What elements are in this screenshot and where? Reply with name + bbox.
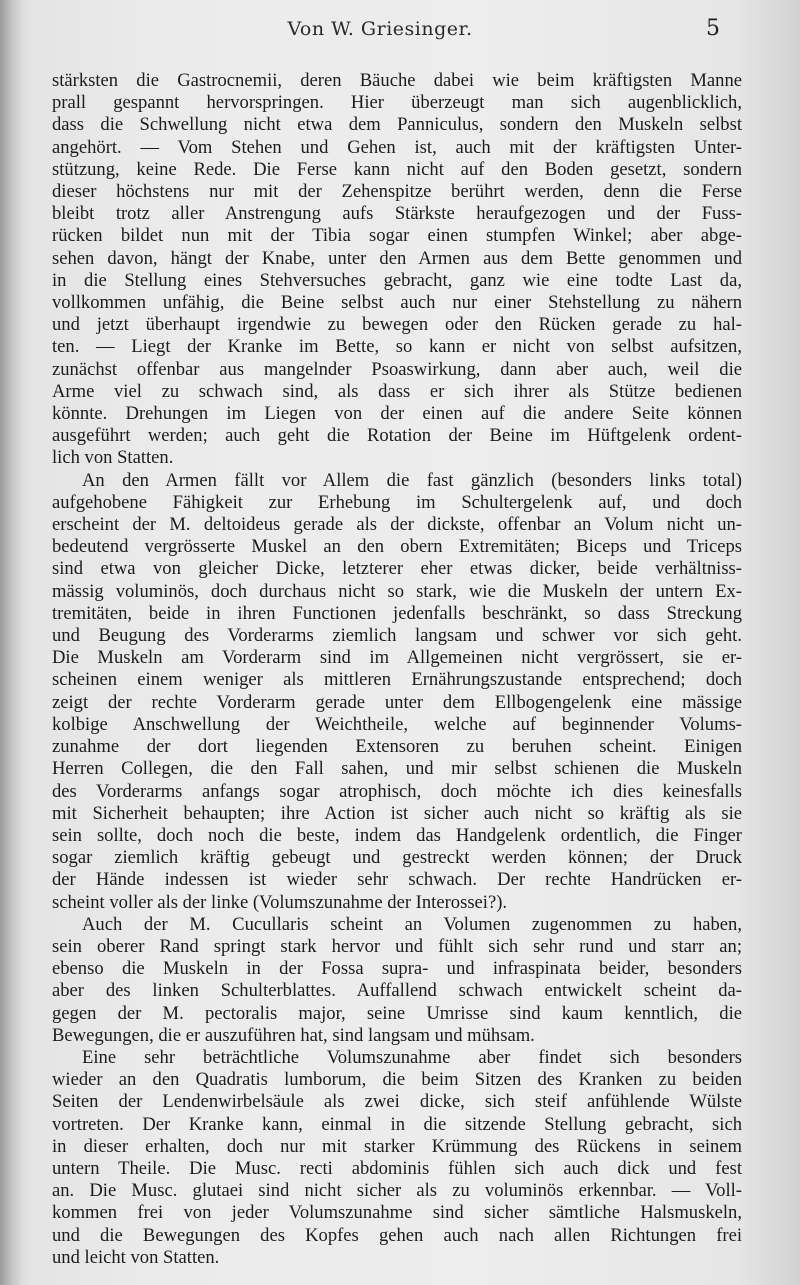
text-line: sogar ziemlich kräftig gebeugt und gestreckt werden können; der Druck [52,847,742,869]
text-line: ausgeführt werden; auch geht die Rotation der Beine im Hüftgelenk ordent- [52,425,742,447]
text-line: in die Stellung eines Stehversuches gebracht, ganz wie eine todte Last da, [52,269,742,291]
text-line: erscheint der M. deltoideus gerade als der dickste, offenbar an Volum nicht un- [52,514,742,536]
text-line: der Hände indessen ist wieder sehr schwach. Der rechte Handrücken er- [52,869,742,891]
text-line: rücken bildet nun mit der Tibia sogar einen stumpfen Winkel; aber abge- [52,225,742,247]
text-line: stützung, keine Rede. Die Ferse kann nicht auf den Boden gesetzt, sondern [52,158,742,180]
text-line: an. Die Musc. glutaei sind nicht sicher als zu voluminös erkennbar. — Voll- [52,1180,742,1202]
text-line: Bewegungen, die er auszuführen hat, sind langsam und mühsam. [52,1024,535,1046]
text-line: untern Theile. Die Musc. recti abdominis fühlen sich auch dick und fest [52,1157,742,1179]
text-line: ebenso die Muskeln in der Fossa supra- und infraspinata beider, besonders [52,958,742,980]
paragraph [52,470,742,914]
text-line: und leicht von Statten. [52,1246,220,1268]
text-line: dass die Schwellung nicht etwa dem Panniculus, sondern den Muskeln selbst [52,114,742,136]
text-line: mässig voluminös, doch durchaus nicht so stark, wie die Muskeln der untern Ex- [52,580,742,602]
text-line: sehen davon, hängt der Knabe, unter den Armen aus dem Bette genommen und [52,247,742,269]
text-line: Seiten der Lendenwirbelsäule als zwei dicke, sich steif anfühlende Wülste [52,1091,742,1113]
text-line: dieser höchstens nur mit der Zehenspitze berührt werden, denn die Ferse [52,181,742,203]
text-line: aufgehobene Fähigkeit zur Erhebung im Schultergelenk auf, und doch [52,491,742,513]
page-number: 5 [706,16,720,41]
text-line: des Vorderarms anfangs sogar atrophisch, doch möchte ich dies keinesfalls [52,780,742,802]
text-line: zeigt der rechte Vorderarm gerade unter dem Ellbogengelenk eine mässige [52,691,742,713]
body-text [52,70,742,1269]
text-line: scheinen einem weniger als mittleren Ernährungszustande entsprechend; doch [52,669,742,691]
text-line: aber des linken Schulterblattes. Auffallend schwach entwickelt scheint da- [52,980,742,1002]
text-line: vortreten. Der Kranke kann, einmal in die sitzende Stellung gebracht, sich [52,1113,742,1135]
text-line: und Beugung des Vorderarms ziemlich langsam und schwer vor sich geht. [52,625,742,647]
running-head: Von W. Griesinger. [287,18,473,40]
text-line: sind etwa von gleicher Dicke, letzterer eher etwas dicker, beide verhältniss- [52,558,742,580]
paragraph [52,70,742,470]
text-line: bedeutend vergrösserte Muskel an den obern Extremitäten; Biceps und Triceps [52,536,742,558]
text-line: An den Armen fällt vor Allem die fast gänzlich (besonders links total) [82,469,742,491]
text-line: sein sollte, doch noch die beste, indem das Handgelenk ordentlich, die Finger [52,824,742,846]
text-line: kommen frei von jeder Volumszunahme sind sicher sämtliche Halsmuskeln, [52,1202,742,1224]
gutter-shadow [0,0,22,1285]
paragraph [52,914,742,1047]
text-line: könnte. Drehungen im Liegen von der einen auf die andere Seite können [52,403,742,425]
text-line: angehört. — Vom Stehen und Gehen ist, auch mit der kräftigsten Unter- [52,136,742,158]
text-line: kolbige Anschwellung der Weichtheile, welche auf beginnender Volums- [52,713,742,735]
text-line: sein oberer Rand springt stark hervor und fühlt sich sehr rund und starr an; [52,935,742,957]
text-line: mit Sicherheit behaupten; ihre Action ist sicher auch nicht so kräftig als sie [52,802,742,824]
paragraph [52,1047,742,1269]
text-line: ten. — Liegt der Kranke im Bette, so kann er nicht von selbst aufsitzen, [52,336,742,358]
text-line: zunächst offenbar aus mangelnder Psoaswirkung, dann aber auch, weil die [52,358,742,380]
text-line: Die Muskeln am Vorderarm sind im Allgemeinen nicht vergrössert, sie er- [52,647,742,669]
text-line: stärksten die Gastrocnemii, deren Bäuche dabei wie beim kräftigsten Manne [52,70,742,91]
text-line: und jetzt überhaupt irgendwie zu bewegen oder den Rücken gerade zu hal- [52,314,742,336]
text-line: Arme viel zu schwach sind, als dass er sich ihrer als Stütze bedienen [52,380,742,402]
text-line: wieder an den Quadratis lumborum, die beim Sitzen des Kranken zu beiden [52,1069,742,1091]
text-line: Eine sehr beträchtliche Volumszunahme aber findet sich besonders [82,1046,742,1068]
text-line: prall gespannt hervorspringen. Hier überzeugt man sich augenblicklich, [52,92,742,114]
text-line: vollkommen unfähig, die Beine selbst auch nur einer Stehstellung zu nähern [52,292,742,314]
text-line: und die Bewegungen des Kopfes gehen auch nach allen Richtungen frei [52,1224,742,1246]
text-line: bleibt trotz aller Anstrengung aufs Stärkste heraufgezogen und der Fuss- [52,203,742,225]
text-line: zunahme der dort liegenden Extensoren zu beruhen scheint. Einigen [52,736,742,758]
text-line: lich von Statten. [52,447,174,469]
text-line: gegen der M. pectoralis major, seine Umrisse sind kaum kenntlich, die [52,1002,742,1024]
text-line: in dieser erhalten, doch nur mit starker Krümmung des Rückens in seinem [52,1135,742,1157]
text-line: Herren Collegen, die den Fall sahen, und mir selbst schienen die Muskeln [52,758,742,780]
text-line: Auch der M. Cucullaris scheint an Volumen zugenommen zu haben, [82,913,742,935]
text-line: scheint voller als der linke (Volumszunahme der Interossei?). [52,891,508,913]
page-header [0,18,800,50]
text-line: tremitäten, beide in ihren Functionen jedenfalls beschränkt, so dass Streckung [52,602,742,624]
